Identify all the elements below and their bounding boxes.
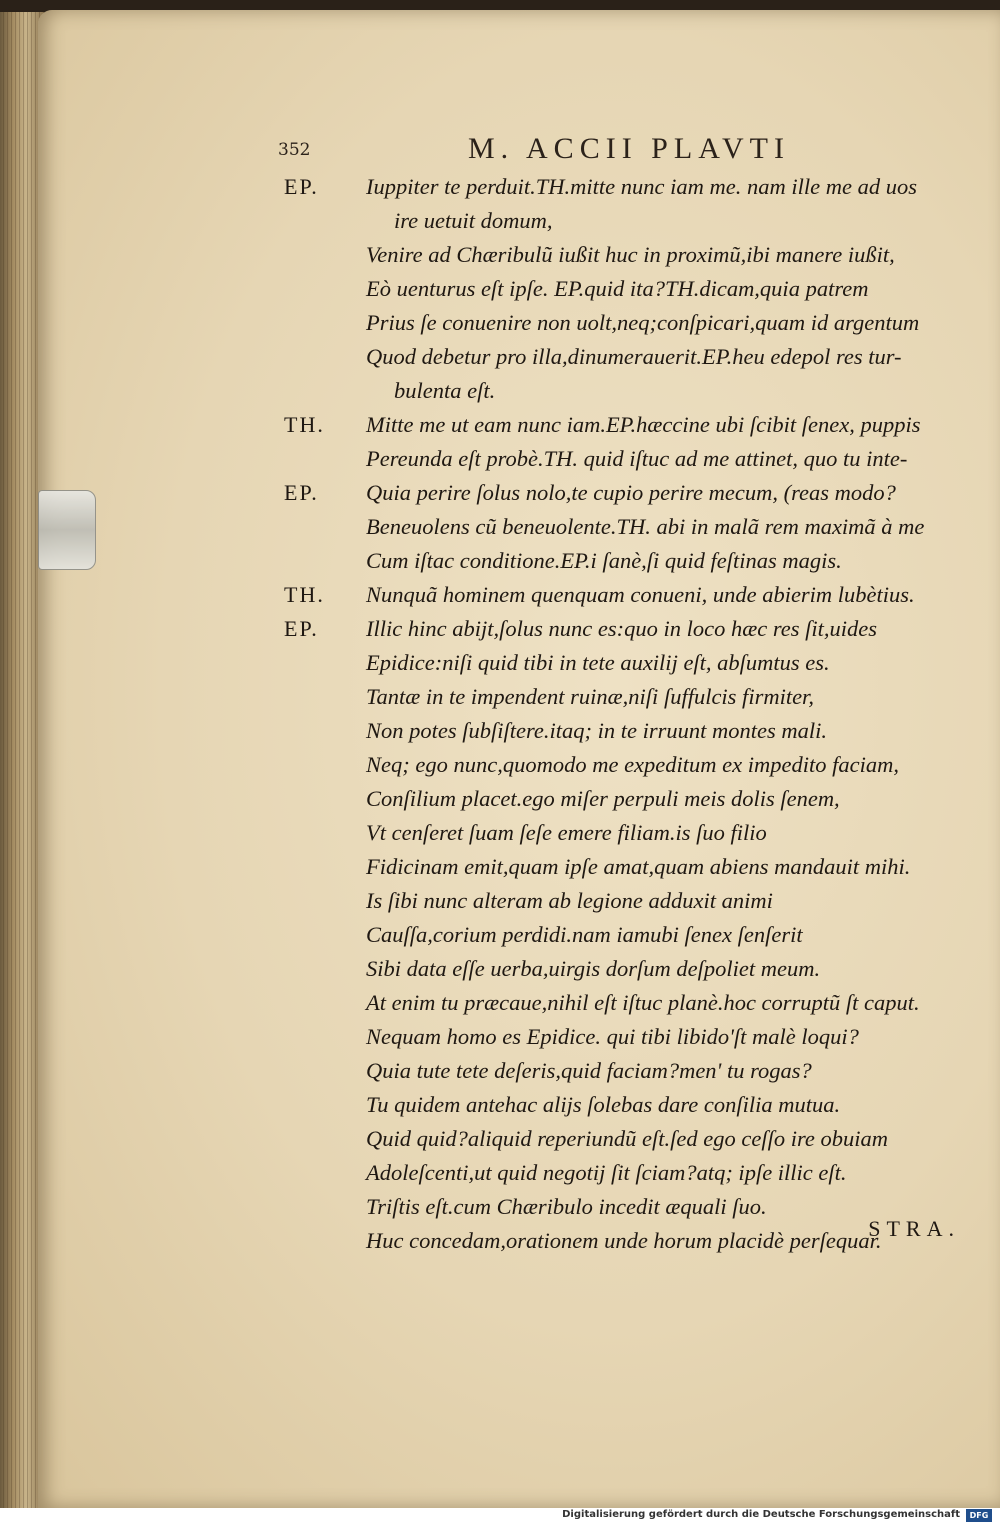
text-line (284, 1156, 1000, 1190)
verse-text: Tantæ in te impendent ruinæ,niſi ſuffulcis firmiter, (366, 684, 814, 709)
text-line (284, 782, 1000, 816)
text-line (284, 340, 1000, 374)
verse-text: Fidicinam emit,quam ipſe amat,quam abiens mandauit mihi. (366, 854, 911, 879)
speaker-label: EP. (284, 174, 319, 199)
page-number: 352 (278, 140, 311, 160)
text-line (284, 1122, 1000, 1156)
verse-text: Epidice:niſi quid tibi in tete auxilij eſt, abſumtus es. (366, 650, 830, 675)
text-line (284, 374, 1000, 408)
verse-text: Quod debetur pro illa,dinumerauerit.EP.heu edepol res tur- (366, 344, 902, 369)
verse-text: Non potes ſubſiſtere.itaq; in te irruunt montes mali. (366, 718, 828, 743)
verse-text: Vt cenſeret ſuam ſeſe emere filiam.is ſuo filio (366, 820, 767, 845)
running-title: M. ACCII PLAVTI (468, 132, 790, 165)
page-header (278, 132, 838, 172)
verse-text: Illic hinc abijt,ſolus nunc es:quo in loco hæc res ſit,uides (366, 616, 877, 641)
verse-text: Quid quid?aliquid reperiundũ eſt.ſed ego ceſſo ire obuiam (366, 1126, 889, 1151)
digitization-footer (0, 1508, 1000, 1524)
verse-text: Quia tute tete deſeris,quid faciam?men' tu rogas? (366, 1058, 812, 1083)
text-line (284, 544, 1000, 578)
speaker-label: EP. (284, 480, 319, 505)
text-line (284, 510, 1000, 544)
catchword: STRA. (868, 1216, 960, 1241)
text-line (284, 170, 1000, 204)
verse-text: Nequam homo es Epidice. qui tibi libido'ſt malè loqui? (366, 1024, 859, 1049)
text-line (284, 714, 1000, 748)
text-line (284, 918, 1000, 952)
text-line (284, 1020, 1000, 1054)
verse-text: Beneuolens cũ beneuolente.TH. abi in malã rem maximã à me (366, 514, 925, 539)
text-line (284, 408, 1000, 442)
verse-text-block (284, 170, 1000, 1258)
text-line (284, 850, 1000, 884)
verse-text: Conſilium placet.ego miſer perpuli meis dolis ſenem, (366, 786, 840, 811)
verse-text: Nunquã hominem quenquam conueni, unde abierim lubètius. (366, 582, 915, 607)
text-line (284, 238, 1000, 272)
footer-credit: Digitalisierung gefördert durch die Deutsche Forschungsgemeinschaft (562, 1509, 960, 1520)
text-line (284, 986, 1000, 1020)
verse-text: Prius ſe conuenire non uolt,neq;conſpicari,quam id argentum (366, 310, 920, 335)
dfg-logo: DFG (966, 1509, 992, 1522)
verse-text: Cum iſtac conditione.EP.i ſanè,ſi quid feſtinas magis. (366, 548, 842, 573)
text-line (284, 272, 1000, 306)
text-line (284, 442, 1000, 476)
text-line (284, 1088, 1000, 1122)
text-line (284, 612, 1000, 646)
text-line (284, 748, 1000, 782)
verse-text: Adoleſcenti,ut quid negotij ſit ſciam?atq; ipſe illic eſt. (366, 1160, 847, 1185)
verse-text: Venire ad Chæribulũ iußit huc in proximũ,ibi manere iußit, (366, 242, 895, 267)
verse-text: Is ſibi nunc alteram ab legione adduxit animi (366, 888, 773, 913)
verse-text: Triſtis eſt.cum Chæribulo incedit æquali ſuo. (366, 1194, 767, 1219)
text-line (284, 204, 1000, 238)
verse-text: ire uetuit domum, (394, 208, 553, 233)
verse-text: Iuppiter te perduit.TH.mitte nunc iam me. nam ille me ad uos (366, 174, 917, 199)
verse-text: Neq; ego nunc,quomodo me expeditum ex impedito faciam, (366, 752, 899, 777)
verse-text: Tu quidem antehac alijs ſolebas dare conſilia mutua. (366, 1092, 841, 1117)
text-line (284, 306, 1000, 340)
speaker-label: TH. (284, 582, 325, 607)
verse-text: bulenta eſt. (394, 378, 496, 403)
verse-text: Eò uenturus eſt ipſe. EP.quid ita?TH.dicam,quia patrem (366, 276, 869, 301)
text-line (284, 646, 1000, 680)
verse-text: At enim tu præcaue,nihil eſt iſtuc planè.hoc corruptũ ſt caput. (366, 990, 920, 1015)
text-line (284, 578, 1000, 612)
text-line (284, 1054, 1000, 1088)
verse-text: Huc concedam,orationem unde horum placidè perſequar. (366, 1228, 882, 1253)
verse-text: Pereunda eſt probè.TH. quid iſtuc ad me attinet, quo tu inte- (366, 446, 908, 471)
text-line (284, 816, 1000, 850)
page-clip (38, 490, 96, 570)
speaker-label: TH. (284, 412, 325, 437)
page-sheet (38, 10, 1000, 1508)
text-line (284, 680, 1000, 714)
verse-text: Cauſſa,corium perdidi.nam iamubi ſenex ſenſerit (366, 922, 803, 947)
verse-text: Quia perire ſolus nolo,te cupio perire mecum, (reas modo? (366, 480, 896, 505)
text-line (284, 476, 1000, 510)
verse-text: Mitte me ut eam nunc iam.EP.hæccine ubi ſcibit ſenex, puppis (366, 412, 921, 437)
speaker-label: EP. (284, 616, 319, 641)
verse-text: Sibi data eſſe uerba,uirgis dorſum deſpoliet meum. (366, 956, 821, 981)
text-line (284, 952, 1000, 986)
text-line (284, 884, 1000, 918)
